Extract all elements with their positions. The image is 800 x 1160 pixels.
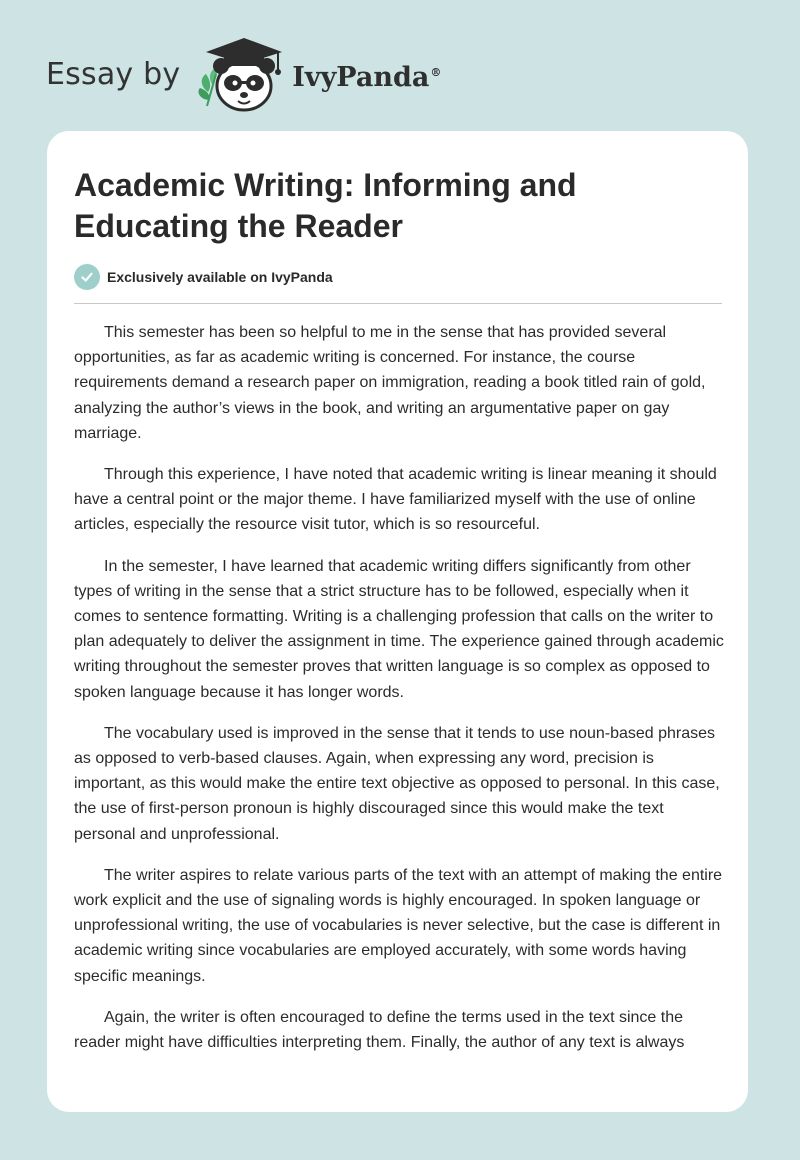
availability-text: Exclusively available on IvyPanda: [107, 269, 333, 285]
checkmark-icon: [74, 264, 100, 290]
paragraph: This semester has been so helpful to me in the sense that has provided several opportunities, as far as academic writing is concerned. For instance, the course requirements demand a research paper on immigration, reading a book titled rain of gold, analyzing the author’s views in the book, and writing an argumentative paper on gay marriage.: [74, 324, 706, 442]
title-divider: [74, 303, 722, 304]
essay-body: [74, 320, 724, 1071]
paragraph: In the semester, I have learned that academic writing differs significantly from other types of writing in the sense that a strict structure has to be followed, especially when it comes to sentence formatting. Writing is a challenging profession that calls on the writer to plan adequately to deliver the assignment in time. The experience gained through academic writing throughout the semester proves that written language is so complex as opposed to spoken language because it has longer words.: [74, 557, 724, 701]
essay-by-label: Essay by: [46, 56, 181, 92]
brand-text: IvyPanda: [292, 61, 430, 93]
brand-name[interactable]: [292, 62, 441, 93]
availability-badge: [74, 264, 333, 290]
paragraph: The writer aspires to relate various parts of the text with an attempt of making the entire work explicit and the use of signaling words is highly encouraged. In spoken language or unprofessional writing, the use of vocabularies is never selective, but the case is different in academic writing since vocabularies are employed accurately, with some words having specific meanings.: [74, 866, 723, 985]
panda-logo-icon[interactable]: [194, 34, 286, 114]
paragraph: Through this experience, I have noted that academic writing is linear meaning it should have a central point or the major theme. I have familiarized myself with the use of online articles, especially the resource visit tutor, which is so resourceful.: [74, 466, 717, 534]
essay-title: Academic Writing: Informing and Educating the Reader: [74, 167, 577, 244]
paragraph: The vocabulary used is improved in the sense that it tends to use noun-based phrases as opposed to verb-based clauses. Again, when expressing any word, precision is important, as this would make the entire text objective as opposed to personal. In this case, the use of first-person pronoun is highly discouraged since this would make the text personal and unprofessional.: [74, 724, 720, 843]
paragraph: Again, the writer is often encouraged to define the terms used in the text since the reader might have difficulties interpreting them. Finally, the author of any text is always: [74, 1008, 685, 1052]
registered-mark: ®: [430, 65, 442, 79]
site-header: [46, 34, 441, 114]
essay-card: [47, 131, 748, 1112]
